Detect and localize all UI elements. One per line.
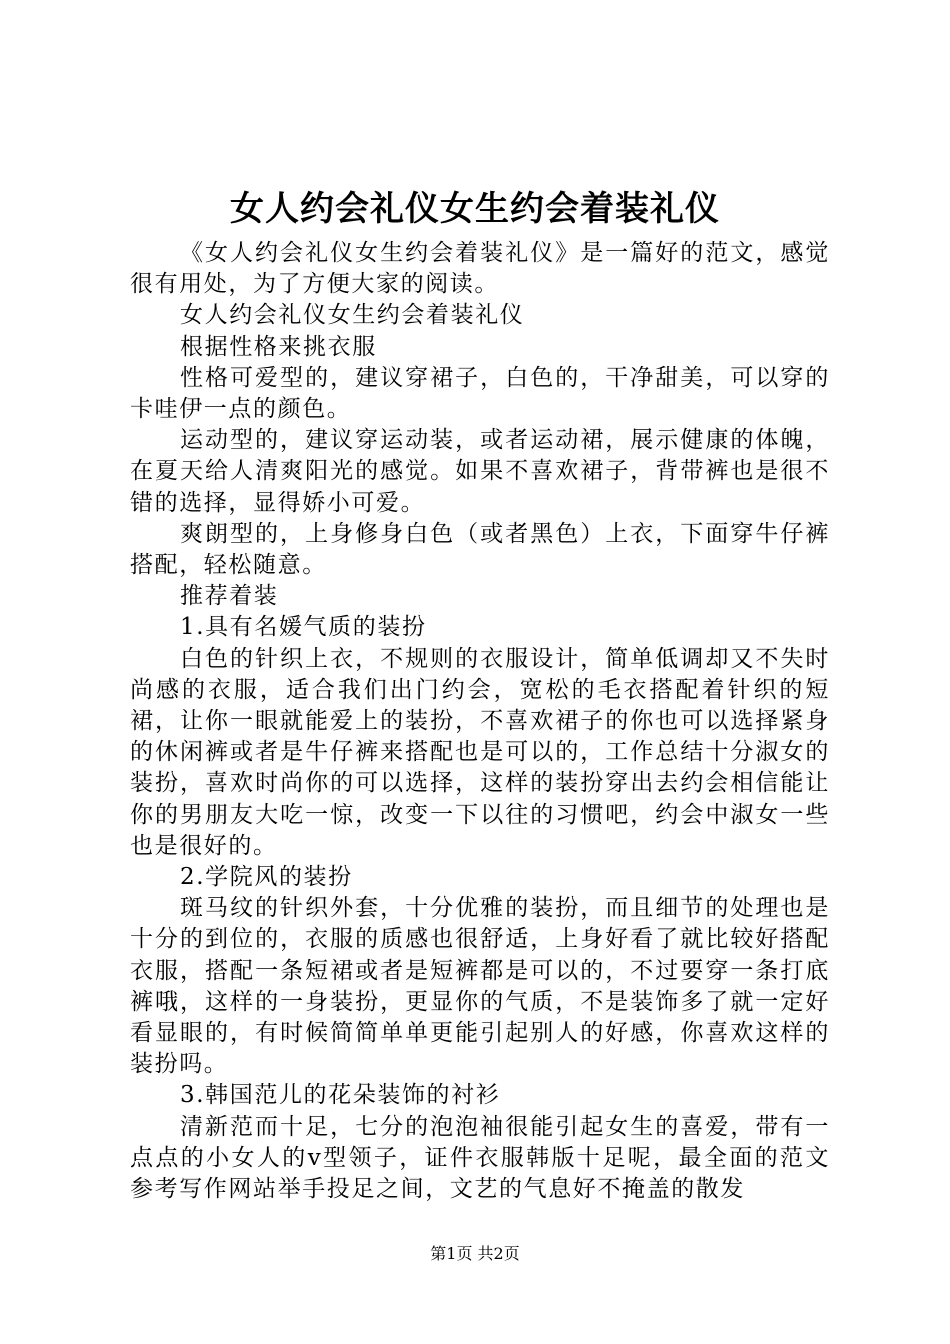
document-body <box>130 238 830 1205</box>
item-heading-3: 3.韩国范儿的花朵装饰的衬衫 <box>180 1082 501 1109</box>
item-heading-1: 1.具有名媛气质的装扮 <box>180 614 427 641</box>
paragraph-item-2: 斑马纹的针织外套，十分优雅的装扮，而且细节的处理也是十分的到位的，衣服的质感也很舒适，上身好看了就比较好搭配衣服，搭配一条短裙或者是短裤都是可以的，不过要穿一条打底裤哦，这样的一身装扮，更显你的气质，不是装饰多了就一定好看显眼的，有时候简简单单更能引起别人的好感，你喜欢这样的装扮吗。 <box>130 895 830 1078</box>
paragraph-subtitle: 女人约会礼仪女生约会着装礼仪 <box>180 302 525 329</box>
paragraph-intro: 《女人约会礼仪女生约会着装礼仪》是一篇好的范文，感觉很有用处，为了方便大家的阅读。 <box>130 240 830 298</box>
paragraph-sporty-type: 运动型的，建议穿运动装，或者运动裙，展示健康的体魄，在夏天给人清爽阳光的感觉。如果不喜欢裙子，背带裤也是很不错的选择，显得娇小可爱。 <box>130 427 830 516</box>
paragraph-item-1: 白色的针织上衣，不规则的衣服设计，简单低调却又不失时尚感的衣服，适合我们出门约会，宽松的毛衣搭配着针织的短裙，让你一眼就能爱上的装扮，不喜欢裙子的你也可以选择紧身的休闲裤或者是牛仔裤来搭配也是可以的，工作总结十分淑女的装扮，喜欢时尚你的可以选择，这样的装扮穿出去约会相信能让你的男朋友大吃一惊，改变一下以往的习惯吧，约会中淑女一些也是很好的。 <box>130 645 830 859</box>
paragraph-item-3: 清新范而十足，七分的泡泡袖很能引起女生的喜爱，带有一点点的小女人的v型领子，证件衣服韩版十足呢，最全面的范文参考写作网站举手投足之间，文艺的气息好不掩盖的散发 <box>130 1113 830 1203</box>
item-heading-2: 2.学院风的装扮 <box>180 864 353 891</box>
page-footer: 第1页 共2页 <box>430 1244 520 1263</box>
section-heading-personality: 根据性格来挑衣服 <box>180 333 377 360</box>
document-title: 女人约会礼仪女生约会着装礼仪 <box>230 189 720 229</box>
paragraph-cheerful-type: 爽朗型的，上身修身白色（或者黑色）上衣，下面穿牛仔裤搭配，轻松随意。 <box>130 520 830 579</box>
section-heading-recommended: 推荐着装 <box>180 583 279 610</box>
paragraph-cute-type: 性格可爱型的，建议穿裙子，白色的，干净甜美，可以穿的卡哇伊一点的颜色。 <box>130 364 830 423</box>
